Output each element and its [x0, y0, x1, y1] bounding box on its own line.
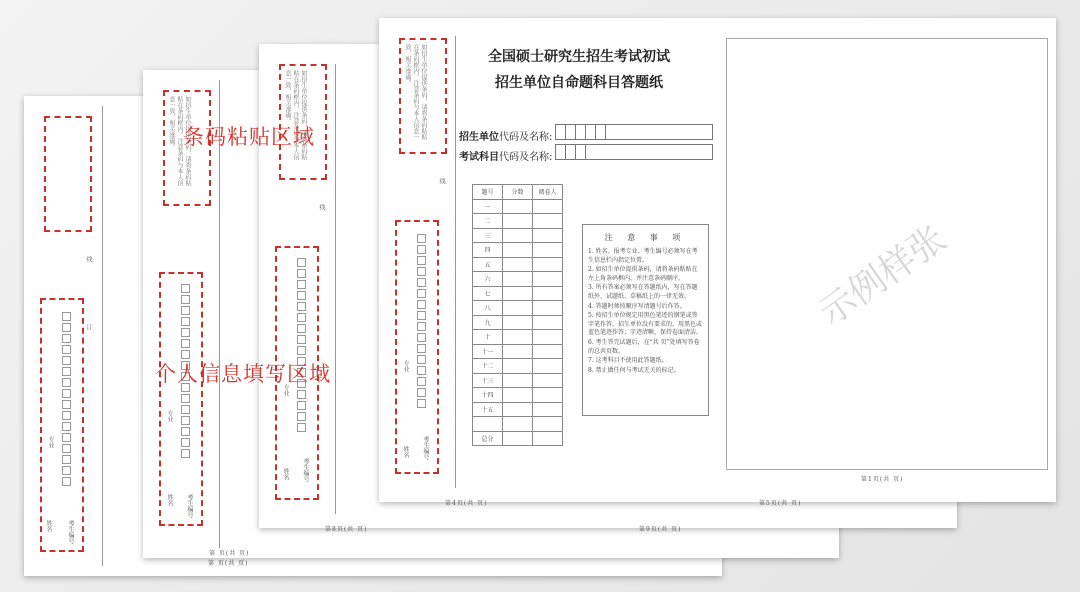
grader-cell [533, 257, 563, 272]
score-cell [503, 417, 533, 432]
page-footer-right: 第5页(共 页) [759, 500, 802, 507]
score-cell [503, 272, 533, 287]
answer-sheet-front [379, 18, 1056, 507]
grader-cell [533, 199, 563, 214]
score-cell [503, 344, 533, 359]
barcode-note: 如招生单位提供条码，请将条码粘贴在条码框内。注意条码与本人信息一致，相关准确。 [168, 96, 191, 186]
exam-no-label: 考生编号 [67, 520, 74, 544]
info-area-annotation: 个人信息填写区域 [155, 362, 331, 386]
page-footer-right: 第9页(共 页) [639, 526, 682, 533]
question-number: 九 [473, 315, 503, 330]
exam-number-boxes [62, 312, 71, 488]
score-table-row [473, 257, 563, 272]
page-footer: 第 页(共 页) [208, 560, 249, 567]
grader-cell [533, 301, 563, 316]
score-cell [503, 301, 533, 316]
notes-title: 注 意 事 项 [604, 233, 687, 242]
score-cell [503, 257, 533, 272]
score-table-row [473, 330, 563, 345]
score-table-row [473, 301, 563, 316]
score-table-row [473, 431, 563, 446]
question-number: 五 [473, 257, 503, 272]
score-table-row [473, 388, 563, 403]
question-number: 四 [473, 243, 503, 258]
notes-box [582, 224, 709, 416]
notes-item: 7. 这考科目不使用此答题纸。 [588, 357, 668, 365]
barcode-note: 如招生单位提供条码，请将条码粘贴在条码框内。注意条码与本人信息一致，相关准确。 [284, 70, 307, 160]
score-table-row [473, 272, 563, 287]
exam-no-label: 考生编号 [302, 458, 309, 482]
seal-mark: 订 [85, 324, 92, 330]
score-cell [503, 315, 533, 330]
sheet-title-line1: 全国硕士研究生招生考试初试 [488, 49, 670, 65]
line-mark: 线 [438, 178, 445, 184]
grader-cell [533, 431, 563, 446]
grader-cell [533, 344, 563, 359]
notes-item: 2. 如招生单位提供条码，请将条码粘贴在左上角条码框内，并注意条码顺序。 [588, 266, 698, 282]
notes-item: 5. 按招生单位规定用黑色笔迹的钢笔或签字笔作答，招生单位没有要求的，用黑色或蓝色笔迹作答；字迹清晰，保持卷面清洁。 [588, 312, 703, 337]
score-cell [503, 330, 533, 345]
binding-line [102, 106, 103, 566]
score-table-row [473, 243, 563, 258]
score-table-row [473, 373, 563, 388]
score-cell [503, 228, 533, 243]
question-number: 二 [473, 214, 503, 229]
score-table-row [473, 228, 563, 243]
barcode-note: 如招生单位提供条码，请将条码粘贴在条码框内。注意条码与本人信息一致，相关准确。 [404, 44, 427, 140]
score-table-row [473, 199, 563, 214]
grader-cell [533, 359, 563, 374]
question-number: 三 [473, 228, 503, 243]
question-number: 十 [473, 330, 503, 345]
score-table-row [473, 286, 563, 301]
question-number: 七 [473, 286, 503, 301]
sheet-title-line2: 招生单位自命题科目答题纸 [495, 75, 663, 91]
question-number: 十二 [473, 359, 503, 374]
score-cell [503, 373, 533, 388]
major-label: 专业 [282, 384, 289, 396]
grader-cell [533, 417, 563, 432]
notes-item: 8. 禁止做任何与考试无关的标记。 [588, 366, 680, 374]
exam-number-boxes [297, 258, 306, 434]
score-cell [503, 243, 533, 258]
score-table-row [473, 359, 563, 374]
exam-no-label: 考生编号 [422, 436, 429, 460]
question-number: 八 [473, 301, 503, 316]
binding-line [455, 36, 456, 488]
grader-cell [533, 243, 563, 258]
score-table-row [473, 417, 563, 432]
score-cell [503, 199, 533, 214]
question-number: 十五 [473, 402, 503, 417]
score-table [472, 184, 563, 446]
page-footer: 第1页(共 页) [861, 476, 904, 483]
grader-cell [533, 330, 563, 345]
score-table-row [473, 315, 563, 330]
question-number: 总分 [473, 431, 503, 446]
notes-item: 4. 答题时须按顺序写清题号后作答。 [588, 302, 686, 310]
exam-no-label: 考生编号 [186, 494, 193, 518]
question-number: 六 [473, 272, 503, 287]
page-footer: 第 页(共 页) [209, 550, 250, 557]
score-cell [503, 388, 533, 403]
grader-cell [533, 272, 563, 287]
score-cell [503, 402, 533, 417]
major-label: 专业 [402, 360, 409, 372]
score-cell [503, 359, 533, 374]
score-table-header: 阅卷人 [533, 185, 563, 200]
score-cell [503, 286, 533, 301]
subject-code-field[interactable] [555, 144, 713, 160]
question-number: 十三 [473, 373, 503, 388]
name-label: 姓名 [45, 520, 52, 532]
grader-cell [533, 388, 563, 403]
name-label: 姓名 [402, 446, 409, 458]
question-number: 一 [473, 199, 503, 214]
notes-item: 3. 所有答案必须写在答题纸内，写在答题纸外、试题纸、草稿纸上的一律无效。 [588, 284, 698, 300]
grader-cell [533, 315, 563, 330]
score-cell [503, 431, 533, 446]
name-label: 姓名 [282, 468, 289, 480]
notes-item: 1. 姓名、报考专业、考生编号必须写在考生信息栏内指定位置。 [588, 248, 698, 264]
grader-cell [533, 402, 563, 417]
page-footer-left: 第4页(共 页) [445, 500, 488, 507]
page-footer: 第8页(共 页) [325, 526, 368, 533]
barcode-box [44, 116, 92, 232]
question-number [473, 417, 503, 432]
notes-item: 6. 考生答完试题后，在“共 页”处填写答卷的总共页数。 [588, 338, 700, 355]
line-mark: 线 [85, 256, 92, 262]
major-label: 专业 [166, 410, 173, 422]
grader-cell [533, 286, 563, 301]
binding-line [335, 64, 336, 514]
exam-number-boxes [417, 234, 426, 410]
major-label: 专业 [47, 436, 54, 448]
score-table-row [473, 214, 563, 229]
name-label: 姓名 [166, 494, 173, 506]
unit-code-label: 招生单位代码及名称: [459, 132, 553, 143]
grader-cell [533, 214, 563, 229]
score-table-row [473, 344, 563, 359]
subject-code-label: 考试科目代码及名称: [459, 152, 553, 163]
sample-watermark: 示例样张 [811, 217, 954, 335]
unit-code-field[interactable] [555, 124, 713, 140]
score-table-header: 题号 [473, 185, 503, 200]
score-table-header: 分数 [503, 185, 533, 200]
question-number: 十四 [473, 388, 503, 403]
line-mark: 线 [318, 204, 325, 210]
score-cell [503, 214, 533, 229]
grader-cell [533, 228, 563, 243]
barcode-area-annotation: 条码粘贴区域 [183, 125, 315, 149]
score-table-row [473, 402, 563, 417]
question-number: 十一 [473, 344, 503, 359]
grader-cell [533, 373, 563, 388]
